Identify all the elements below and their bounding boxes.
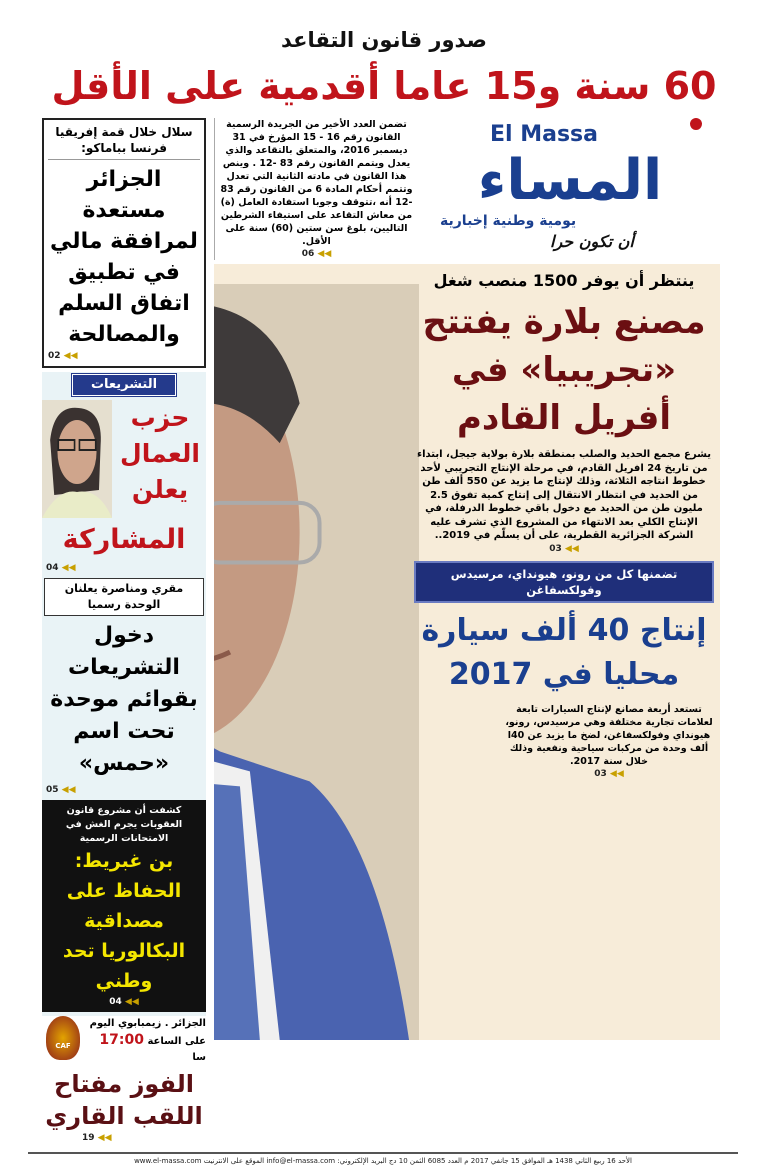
logo-latin: El Massa: [490, 122, 599, 147]
masthead-logo[interactable]: [420, 118, 720, 254]
cars-banner: تضمنها كل من رونو، هيونداي، مرسيدس وفولكسفاغن: [414, 561, 714, 603]
page-ref: 04 ◀◀: [46, 563, 76, 573]
exam-story[interactable]: [42, 800, 206, 1012]
mali-headline: الجزائر مستعدة لمرافقة مالي في تطبيق اتفاق السلم والمصالحة: [50, 167, 198, 347]
workers-party-row: [42, 400, 206, 518]
logo-dot-icon: [690, 118, 702, 130]
cars-headline: إنتاج 40 ألف سيارة محليا في 2017: [421, 612, 707, 692]
workers-party-headline: حزب العمال يعلن: [120, 403, 200, 504]
retirement-story[interactable]: [214, 118, 418, 260]
main-headline: 60 سنة و15 عاما أقدمية على الأقل: [51, 64, 717, 108]
match-line: الجزائر . زيمبابوي اليوم: [89, 1018, 206, 1029]
main-kicker: ينتظر أن يوفر 1500 منصب شغل: [433, 271, 695, 290]
mali-story[interactable]: [42, 118, 206, 368]
workers-party-headline-2: المشاركة: [62, 524, 186, 555]
exam-headline: بن غبريط: الحفاظ على مصداقية البكالوريا تحد وطني: [62, 850, 186, 992]
page-columns: [0, 118, 768, 1146]
politician-photo: [42, 400, 112, 518]
sport-story[interactable]: [42, 1016, 206, 1146]
main-story-text: [414, 264, 714, 788]
left-column: [42, 372, 206, 1146]
main-story-area[interactable]: [214, 264, 720, 1040]
exam-subheading: كشفت أن مشروع قانون العقوبات يجرم الغش في الامتحانات الرسمية: [65, 805, 183, 844]
hms-headline: دخول التشريعات بقوائم موحدة تحت اسم «حمس»: [50, 623, 198, 776]
retirement-body: تضمن العدد الأخير من الجريدة الرسمية القانون رقم 16 - 15 المؤرخ في 31 ديسمبر 2016، والمتعلق بالتقاعد والذي يعدل ويتمم القانون رقم 83 -12 . وينص هذا القانون في مادته الثانية التي تعدل وتتمم أحكام المادة 6 من القانون رقم 83 -12 أنه ،تتوقف وجوبا استفادة العامل (ة) من معاش التقاعد على استيفاء الشرطين التاليين، بلوغ سن ستين (60) سنة على الأقل.: [220, 119, 413, 247]
footer-info: الأحد 16 ربيع الثاني 1438 هـ الموافق 15 جانفي 2017 م العدد 6085 الثمن 10 دج البريد الإلكتروني: info@el-massa.com الموقع على الانترنيت www.el-massa.com: [134, 1157, 632, 1165]
top-row: [214, 118, 720, 260]
sport-headline: الفوز مفتاح اللقب القاري: [45, 1070, 203, 1130]
page-ref: 04 ◀◀: [109, 997, 139, 1007]
bellara-body: يشرع مجمع الحديد والصلب بمنطقة بلارة بولاية جيجل، ابتداء من تاريخ 24 افريل القادم، في مرحلة الإنتاج التجريبي لأحد خطوط انتاجه الثلاثة، وذلك لإنتاج ما يزيد عن 550 ألف طن من الحديد في انتظار الانتقال إلى إنتاج كمية تفوق 2.5 مليون طن من الحديد مع دخول باقي خطوط الدرفلة، في الإنتاج الكلي بعد الانتهاء من المشروع الذي تشرف عليه الشركة الجزائرية القطرية، على أن يسلّم في 2019.. 03 ◀◀: [416, 449, 712, 554]
portrait-photo: [214, 284, 419, 1040]
logo-tagline: يومية وطنية إخبارية: [440, 213, 577, 229]
top-kicker: صدور قانون التقاعد: [281, 28, 487, 52]
bellara-headline: مصنع بلارة يفتتح «تجريبيا» في أفريل القادم: [422, 302, 706, 438]
logo-slogan: أن تكون حرا: [550, 232, 634, 251]
page-ref: 02 ◀◀: [48, 351, 78, 361]
hms-boxed-subhead: مقري ومناصرة يعلنان الوحدة رسميا: [44, 578, 204, 616]
right-rail: [214, 118, 720, 1040]
page-ref: 19 ◀◀: [82, 1133, 112, 1143]
page-ref: 06 ◀◀: [301, 249, 332, 259]
cars-body: تستعد أربعة مصانع لإنتاج السيارات تابعة لعلامات تجارية مختلفة وهي مرسيدس، رونو، هيونداي وفولكسفاغن، لضخ ما يزيد عن 40ا ألف وحدة من مركبات سياحية ونفعية وذلك خلال سنة 2017. 03 ◀◀: [505, 703, 713, 779]
left-rail: [42, 118, 206, 1146]
page-ref: 05 ◀◀: [46, 785, 76, 795]
logo-arabic: المساء: [477, 148, 663, 213]
footer-divider: [28, 1152, 738, 1154]
mali-subheading: سلال خلال قمة إفريقيا فرنسا بباماكو:: [48, 124, 200, 160]
caf-logo-icon: CAF: [46, 1016, 80, 1060]
match-time-line: على الساعة 17:00 سا: [99, 1032, 206, 1063]
section-tag: التشريعات: [72, 374, 176, 396]
